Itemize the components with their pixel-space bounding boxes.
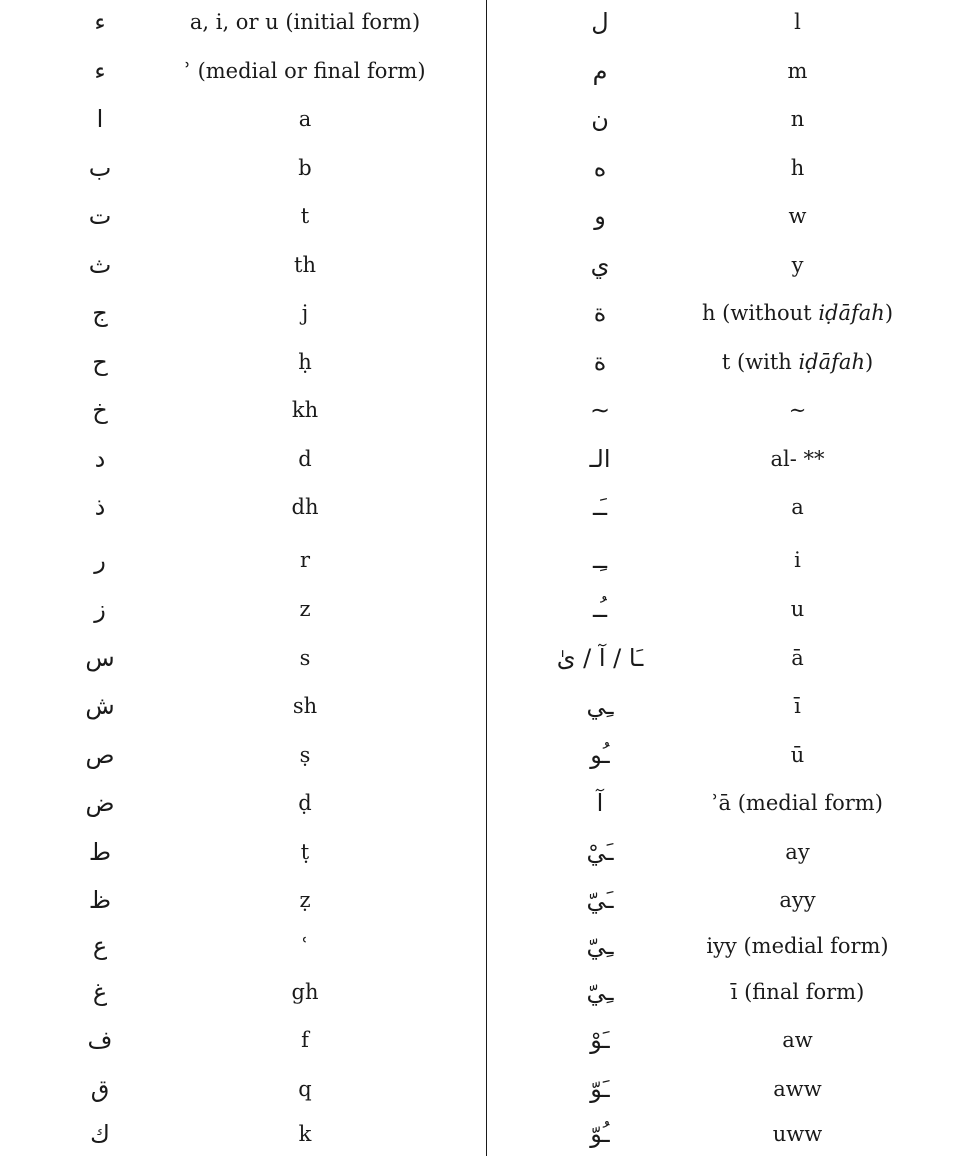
arabic-letter-left: ء	[94, 56, 106, 85]
table-row	[0, 194, 960, 238]
arabic-letter-right: ـَيْ	[586, 838, 614, 866]
arabic-letter-right: ـِيّ	[586, 932, 614, 960]
transliteration-right: u	[790, 597, 805, 621]
translit-text: )	[884, 301, 894, 325]
arabic-letter-left: ا	[96, 105, 104, 133]
arabic-letter-right: ـَا / آ / ىٰ	[556, 644, 644, 672]
transliteration-left: gh	[291, 980, 319, 1004]
transliteration-left: t	[300, 204, 310, 228]
table-row	[0, 146, 960, 190]
arabic-letter-right: ـَوّ	[590, 1075, 610, 1103]
table-row	[0, 340, 960, 384]
arabic-letter-left: ق	[90, 1075, 110, 1103]
arabic-letter-right: و	[594, 202, 606, 230]
transliteration-right: l	[794, 10, 801, 34]
transliteration-left: ḍ	[298, 791, 312, 815]
transliteration-right: ā	[791, 646, 804, 670]
table-row	[0, 878, 960, 922]
arabic-letter-right: ه	[593, 153, 607, 182]
transliteration-right: ʾā (medial form)	[712, 791, 883, 815]
transliteration-left: ʿ	[301, 934, 309, 958]
arabic-letter-right: ـُـ	[592, 595, 608, 623]
table-row	[0, 388, 960, 432]
table-row	[0, 485, 960, 529]
arabic-letter-left: ع	[92, 932, 108, 960]
arabic-letter-right: ـُوّ	[590, 1120, 610, 1148]
idafah-term: iḍāfah	[798, 349, 865, 374]
transliteration-left: d	[298, 446, 312, 471]
table-row	[0, 636, 960, 680]
arabic-letter-left: ح	[92, 347, 108, 376]
shaddah-sign-right: ∼	[589, 396, 611, 424]
transliteration-right: ayy	[779, 888, 816, 912]
transliteration-left: ẓ	[299, 888, 311, 912]
arabic-letter-right: ـَوْ	[590, 1026, 610, 1054]
transliteration-left: ʾ (medial or final form)	[184, 58, 426, 83]
arabic-letter-left: ف	[87, 1026, 113, 1054]
arabic-letter-right: ـِـ	[592, 546, 608, 574]
transliteration-left: ṭ	[300, 840, 310, 864]
arabic-letter-left: ص	[85, 741, 115, 769]
table-row	[0, 1112, 960, 1156]
table-row	[0, 924, 960, 968]
table-row	[0, 437, 960, 481]
table-row	[0, 49, 960, 93]
transliteration-left: b	[298, 155, 312, 180]
table-row	[0, 0, 960, 44]
translit-text: t (with	[721, 349, 799, 374]
arabic-letter-left: غ	[92, 978, 108, 1006]
table-row	[0, 243, 960, 287]
arabic-letter-right: م	[592, 56, 608, 85]
transliteration-left: j	[301, 301, 309, 325]
transliteration-left: r	[299, 548, 311, 572]
table-row	[0, 97, 960, 141]
table-row	[0, 1067, 960, 1111]
transliteration-left: z	[299, 597, 311, 621]
transliteration-right: n	[790, 107, 805, 131]
transliteration-right: i	[794, 548, 801, 572]
arabic-letter-left: ظ	[88, 886, 112, 914]
arabic-letter-left: ط	[88, 838, 112, 866]
transliteration-left: ṣ	[299, 743, 311, 767]
transliteration-right: ay	[785, 840, 810, 864]
table-row	[0, 781, 960, 825]
arabic-letter-right: ـُو	[590, 741, 610, 769]
arabic-letter-left: ك	[90, 1120, 110, 1148]
transliteration-left: a, i, or u (initial form)	[189, 10, 421, 34]
table-row	[0, 830, 960, 874]
arabic-letter-left: خ	[92, 396, 108, 424]
arabic-letter-left: ث	[88, 250, 112, 279]
transliteration-right: ū	[790, 743, 805, 767]
arabic-letter-left: ض	[85, 789, 115, 817]
arabic-letter-left: ز	[94, 595, 106, 623]
arabic-letter-right: ي	[590, 250, 610, 279]
transliteration-right: m	[787, 58, 808, 83]
transliteration-left: q	[298, 1077, 312, 1101]
table-row	[0, 684, 960, 728]
transliteration-right: aw	[782, 1028, 813, 1052]
idafah-term: iḍāfah	[818, 301, 885, 325]
transliteration-right: iyy (medial form)	[706, 934, 889, 958]
arabic-letter-left: ش	[85, 692, 115, 720]
arabic-letter-left: ء	[94, 8, 106, 36]
table-row	[0, 733, 960, 777]
transliteration-left: ḥ	[298, 349, 312, 374]
transliteration-right: a	[791, 495, 804, 519]
table-row	[0, 1018, 960, 1062]
transliteration-left: kh	[291, 398, 319, 422]
arabic-letter-left: ب	[88, 153, 112, 182]
arabic-letter-right: ن	[591, 105, 609, 133]
transliteration-left: th	[294, 252, 316, 277]
transliteration-right: al- **	[770, 446, 825, 471]
transliteration-left: dh	[291, 495, 319, 519]
transliteration-right: ī	[794, 694, 801, 718]
transliteration-right: uww	[772, 1122, 823, 1146]
arabic-letter-right: ل	[591, 8, 609, 36]
transliteration-left: k	[298, 1122, 312, 1146]
transliteration-right	[690, 291, 905, 335]
transliteration-right: aww	[773, 1077, 822, 1101]
arabic-letter-left: ج	[92, 299, 108, 327]
arabic-letter-left: ذ	[94, 493, 106, 521]
transliteration-right: y	[791, 252, 804, 277]
translit-text: h (without	[701, 301, 819, 325]
table-row	[0, 587, 960, 631]
transliteration-left: a	[298, 107, 312, 131]
transliteration-left: f	[301, 1028, 309, 1052]
table-row	[0, 970, 960, 1014]
arabic-letter-right: ـَيّ	[586, 886, 614, 914]
transliteration-right	[690, 340, 905, 384]
arabic-letter-right: ـِيّ	[586, 978, 614, 1006]
arabic-letter-right: ـِي	[586, 692, 614, 720]
arabic-letter-left: س	[85, 644, 115, 672]
translit-text: )	[864, 349, 874, 374]
arabic-letter-right: ـَـ	[592, 493, 608, 521]
arabic-letter-left: ت	[88, 202, 112, 230]
arabic-letter-right: ة	[593, 347, 607, 376]
table-row	[0, 291, 960, 335]
arabic-letter-right: آ	[596, 789, 604, 817]
arabic-letter-right: الـ	[589, 444, 611, 473]
transliteration-right: w	[788, 204, 807, 228]
arabic-letter-left: ر	[94, 546, 106, 574]
transliteration-right: h	[790, 155, 805, 180]
transliteration-left: sh	[292, 694, 318, 718]
transliteration-right: ī (final form)	[730, 980, 865, 1004]
arabic-letter-right: ة	[593, 299, 607, 327]
table-row	[0, 538, 960, 582]
transliteration-left: s	[299, 646, 311, 670]
arabic-letter-left: د	[94, 444, 106, 473]
shaddah-sign-translit: ∼	[788, 398, 807, 422]
